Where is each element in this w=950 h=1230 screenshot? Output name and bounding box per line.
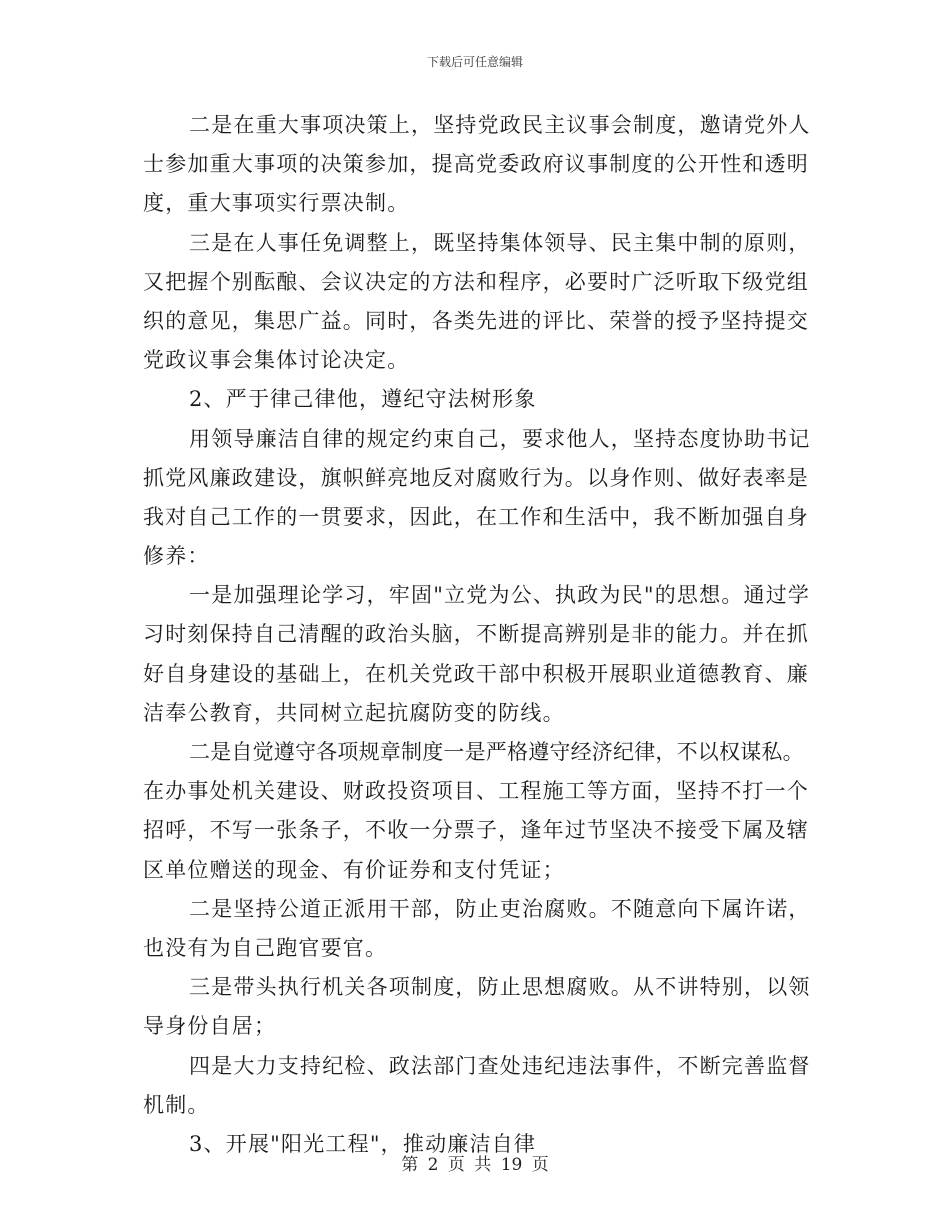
paragraph-line: 洁奉公教育，共同树立起抗腐防变的防线。 bbox=[143, 700, 565, 725]
paragraph-line: 二是坚持公道正派用干部，防止吏治腐败。不随意向下属许诺， bbox=[189, 896, 811, 921]
section-heading: 3、开展"阳光工程"，推动廉洁自律 bbox=[189, 1131, 537, 1156]
paragraph-line: 一是加强理论学习，牢固"立党为公、执政为民"的思想。通过学 bbox=[189, 583, 811, 608]
paragraph-line: 在办事处机关建设、财政投资项目、工程施工等方面，坚持不打一个 bbox=[143, 779, 809, 804]
paragraph-line: 好自身建设的基础上，在机关党政干部中积极开展职业道德教育、廉 bbox=[143, 661, 809, 686]
paragraph-line: 区单位赠送的现金、有价证券和支付凭证； bbox=[143, 857, 565, 882]
paragraph-line: 用领导廉洁自律的规定约束自己，要求他人，坚持态度协助书记 bbox=[189, 426, 811, 451]
page-header: 下载后可任意编辑 bbox=[426, 55, 523, 69]
paragraph-line: 织的意见，集思广益。同时，各类先进的评比、荣誉的授予坚持提交 bbox=[143, 308, 809, 333]
paragraph-line: 我对自己工作的一贯要求，因此，在工作和生活中，我不断加强自身 bbox=[143, 504, 809, 529]
paragraph-line: 四是大力支持纪检、政法部门查处违纪违法事件，不断完善监督 bbox=[189, 1053, 811, 1078]
paragraph-line: 党政议事会集体讨论决定。 bbox=[143, 348, 410, 373]
page-footer: 第 2 页 共 19 页 bbox=[401, 1155, 549, 1175]
paragraph-line: 导身份自居； bbox=[143, 1014, 277, 1039]
paragraph-line: 三是带头执行机关各项制度，防止思想腐败。从不讲特别，以领 bbox=[189, 975, 811, 1000]
paragraph-line: 又把握个别酝酿、会议决定的方法和程序，必要时广泛听取下级党组 bbox=[143, 269, 809, 294]
paragraph-line: 习时刻保持自己清醒的政治头脑，不断提高辨别是非的能力。并在抓 bbox=[143, 622, 809, 647]
paragraph-line: 修养： bbox=[143, 544, 210, 569]
body-text bbox=[143, 106, 809, 1164]
paragraph-line: 抓党风廉政建设，旗帜鲜亮地反对腐败行为。以身作则、做好表率是 bbox=[143, 465, 809, 490]
paragraph-line: 二是自觉遵守各项规章制度一是严格遵守经济纪律，不以权谋私。 bbox=[189, 740, 804, 764]
paragraph-line: 机制。 bbox=[143, 1092, 210, 1117]
paragraph-line: 士参加重大事项的决策参加，提高党委政府议事制度的公开性和透明 bbox=[143, 152, 809, 177]
paragraph-line: 二是在重大事项决策上，坚持党政民主议事会制度，邀请党外人 bbox=[189, 113, 811, 137]
paragraph-line: 也没有为自己跑官要官。 bbox=[143, 935, 388, 960]
paragraph-line: 招呼，不写一张条子，不收一分票子，逢年过节坚决不接受下属及辖 bbox=[143, 818, 809, 843]
paragraph-line: 三是在人事任免调整上，既坚持集体领导、民主集中制的原则， bbox=[189, 230, 811, 255]
section-heading: 2、严于律己律他，遵纪守法树形象 bbox=[189, 387, 537, 412]
paragraph-line: 度，重大事项实行票决制。 bbox=[143, 191, 410, 216]
